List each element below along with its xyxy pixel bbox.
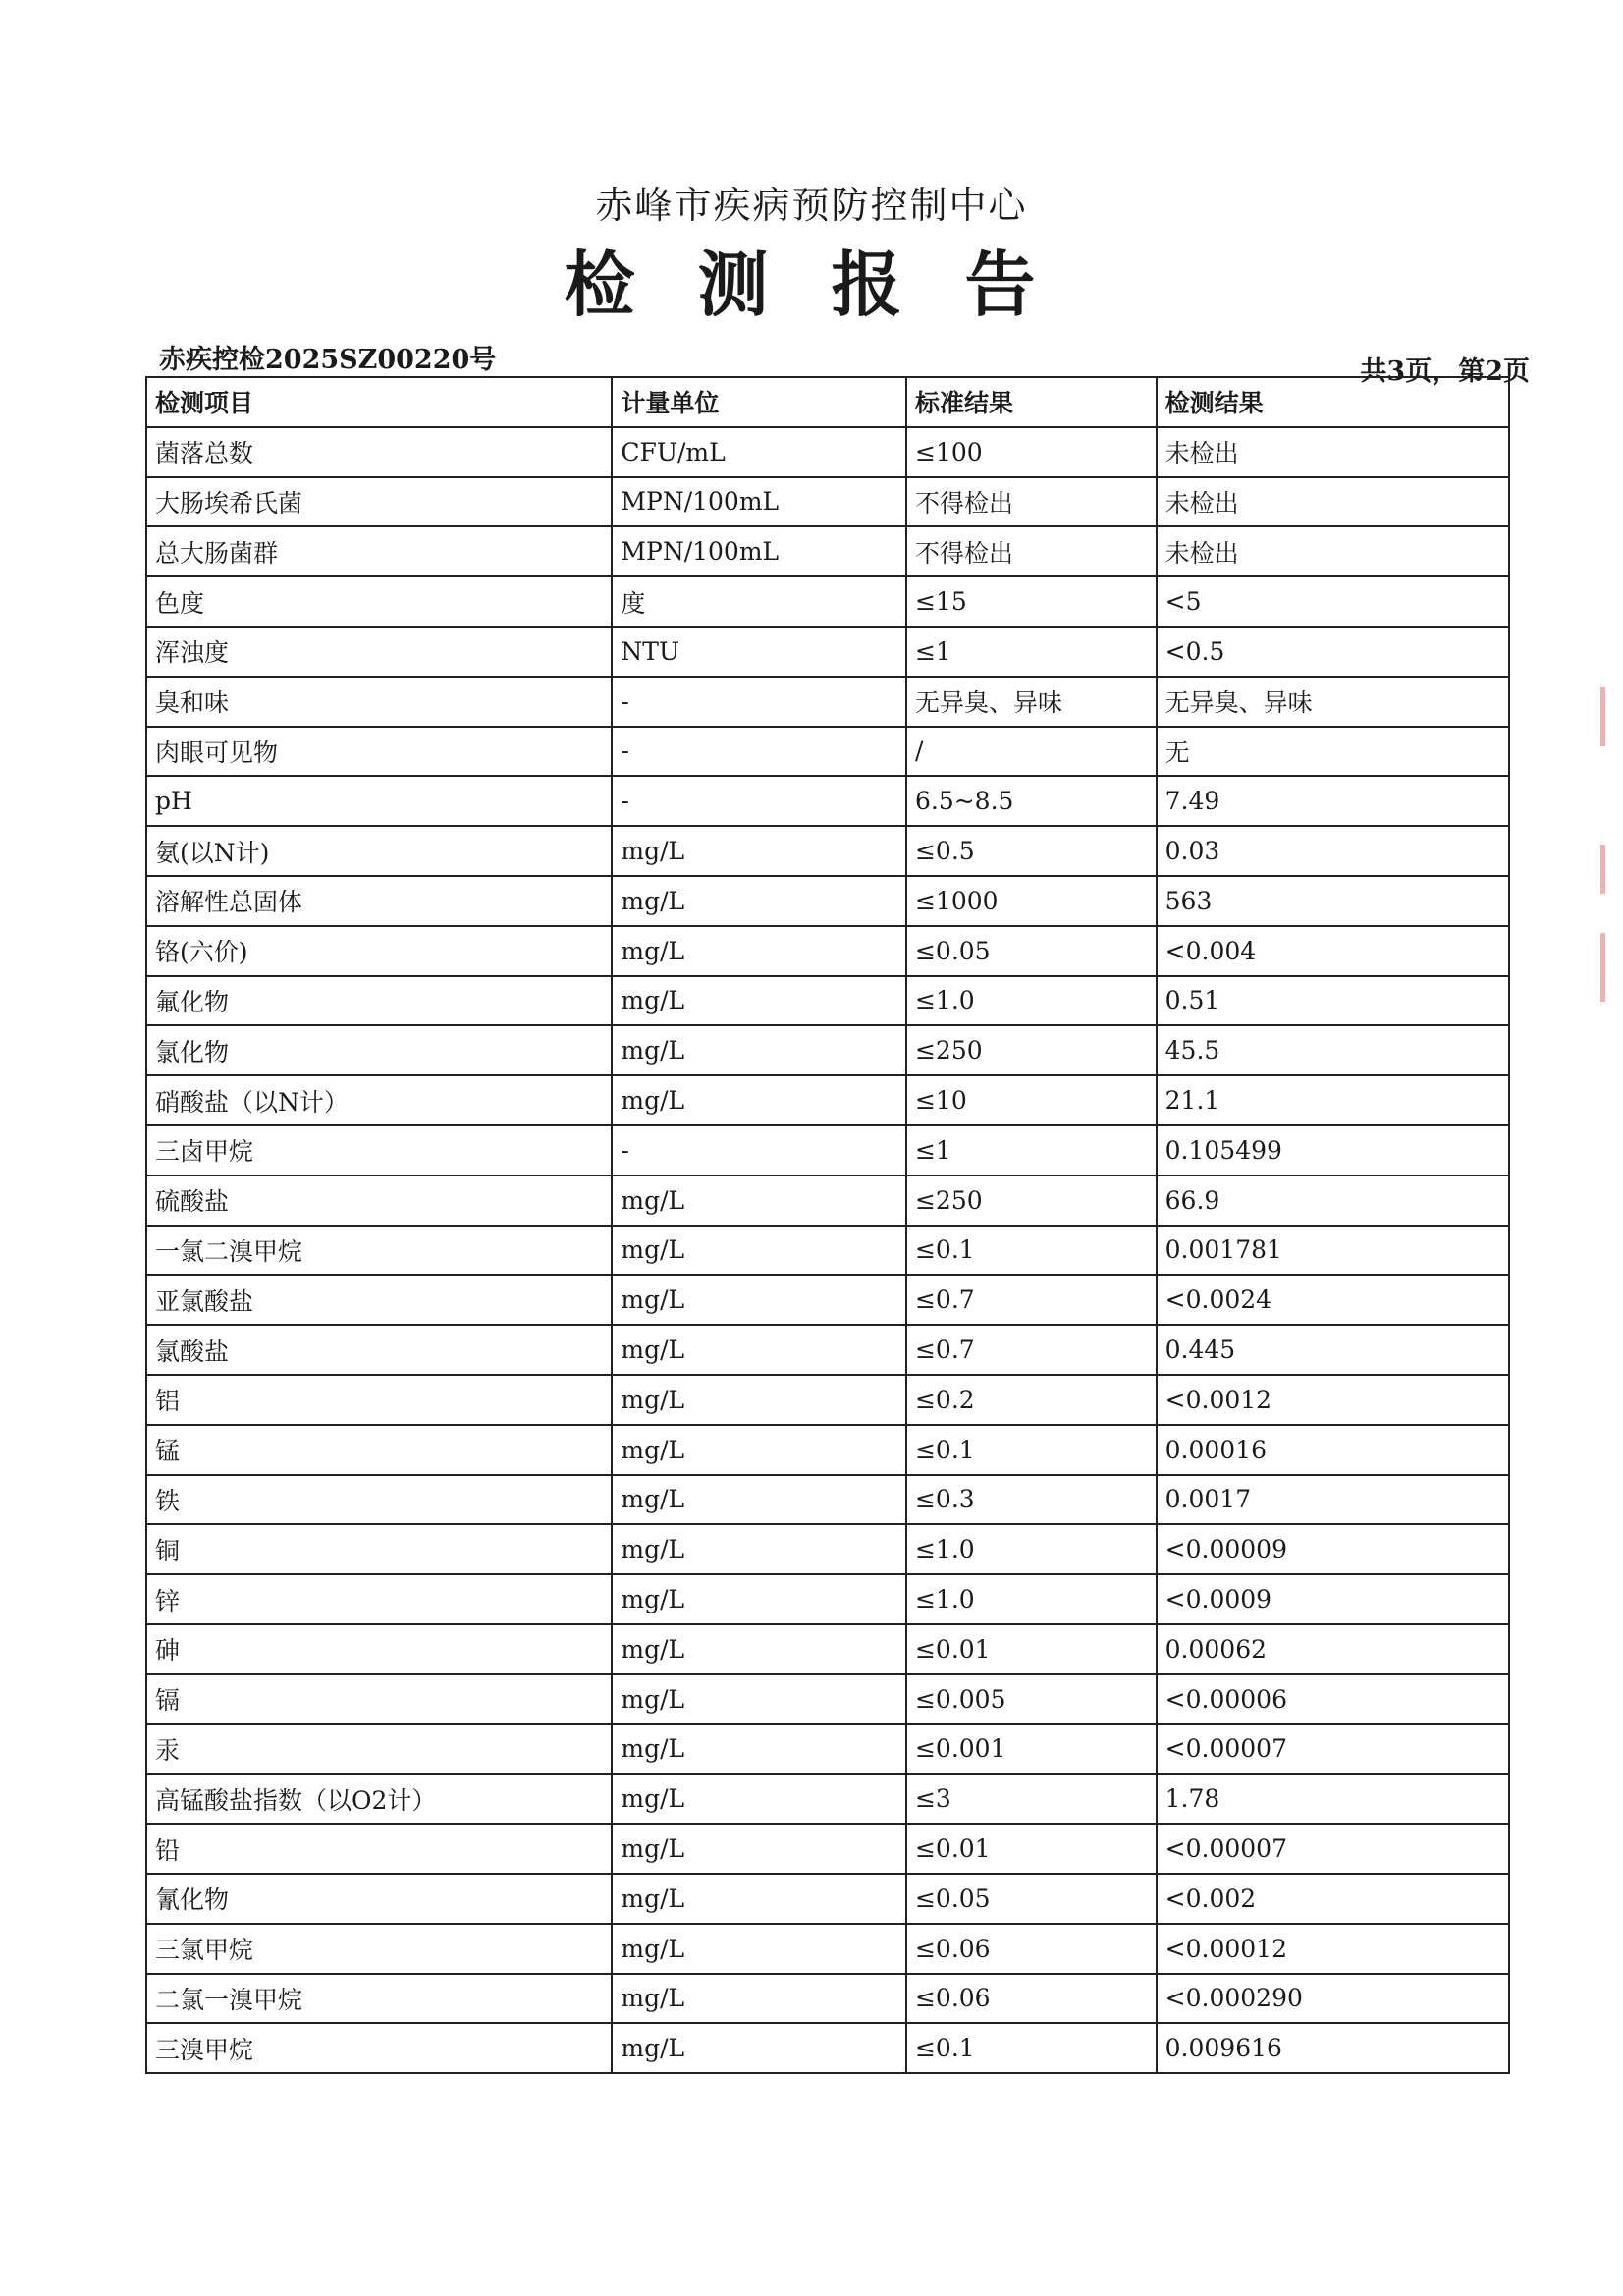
item-cell: 氯酸盐 — [146, 1325, 612, 1375]
standard-cell: 6.5~8.5 — [906, 776, 1157, 826]
item-cell: 铝 — [146, 1375, 612, 1425]
result-cell: 563 — [1157, 876, 1509, 926]
table-row — [146, 727, 1509, 777]
table-row — [146, 1724, 1509, 1775]
standard-cell: ≤0.05 — [906, 926, 1157, 976]
results-table — [145, 376, 1510, 2074]
standard-cell: ≤15 — [906, 576, 1157, 627]
result-cell: 0.00062 — [1157, 1624, 1509, 1674]
unit-cell: 度 — [612, 576, 906, 627]
standard-cell: ≤0.06 — [906, 1974, 1157, 2024]
table-row — [146, 526, 1509, 576]
table-row — [146, 2023, 1509, 2073]
standard-cell: ≤250 — [906, 1025, 1157, 1075]
standard-cell: ≤0.1 — [906, 1425, 1157, 1475]
result-cell: 0.105499 — [1157, 1125, 1509, 1175]
table-row — [146, 576, 1509, 627]
unit-cell: mg/L — [612, 1924, 906, 1974]
organization-name: 赤峰市疾病预防控制中心 — [595, 184, 1028, 227]
unit-cell: mg/L — [612, 1774, 906, 1824]
item-cell: 亚氯酸盐 — [146, 1275, 612, 1325]
unit-cell: mg/L — [612, 1674, 906, 1724]
table-row — [146, 677, 1509, 727]
result-cell: <5 — [1157, 576, 1509, 627]
result-cell: 0.001781 — [1157, 1226, 1509, 1276]
table-row — [146, 1574, 1509, 1624]
unit-cell: CFU/mL — [612, 427, 906, 477]
table-row — [146, 1974, 1509, 2024]
item-cell: 三氯甲烷 — [146, 1924, 612, 1974]
result-cell: <0.0012 — [1157, 1375, 1509, 1425]
standard-cell: ≤0.06 — [906, 1924, 1157, 1974]
result-cell: <0.0024 — [1157, 1275, 1509, 1325]
table-row — [146, 1774, 1509, 1824]
item-cell: 锰 — [146, 1425, 612, 1475]
unit-cell: mg/L — [612, 1226, 906, 1276]
standard-cell: ≤3 — [906, 1774, 1157, 1824]
standard-cell: ≤1000 — [906, 876, 1157, 926]
item-cell: 三卤甲烷 — [146, 1125, 612, 1175]
standard-cell: ≤0.05 — [906, 1874, 1157, 1924]
standard-cell: ≤100 — [906, 427, 1157, 477]
result-cell: <0.00007 — [1157, 1824, 1509, 1874]
standard-cell: ≤0.2 — [906, 1375, 1157, 1425]
standard-cell: ≤0.7 — [906, 1325, 1157, 1375]
table-row — [146, 976, 1509, 1026]
seal-edge-mark — [1600, 845, 1605, 894]
standard-cell: ≤0.7 — [906, 1275, 1157, 1325]
standard-cell: 不得检出 — [906, 477, 1157, 527]
result-cell: 21.1 — [1157, 1075, 1509, 1125]
result-cell: <0.00007 — [1157, 1724, 1509, 1775]
standard-cell: ≤0.5 — [906, 826, 1157, 876]
item-cell: 砷 — [146, 1624, 612, 1674]
unit-cell: mg/L — [612, 1874, 906, 1924]
result-cell: 无异臭、异味 — [1157, 677, 1509, 727]
result-cell: 未检出 — [1157, 427, 1509, 477]
item-cell: 铅 — [146, 1824, 612, 1874]
standard-cell: ≤0.1 — [906, 2023, 1157, 2073]
table-row — [146, 1275, 1509, 1325]
unit-cell: mg/L — [612, 1824, 906, 1874]
result-cell: 0.0017 — [1157, 1475, 1509, 1525]
unit-cell: MPN/100mL — [612, 477, 906, 527]
unit-cell: - — [612, 1125, 906, 1175]
unit-cell: mg/L — [612, 1624, 906, 1674]
result-cell: <0.00006 — [1157, 1674, 1509, 1724]
standard-cell: ≤0.005 — [906, 1674, 1157, 1724]
table-row — [146, 1125, 1509, 1175]
result-cell: <0.5 — [1157, 627, 1509, 677]
result-cell: 66.9 — [1157, 1175, 1509, 1226]
unit-cell: mg/L — [612, 926, 906, 976]
column-header-item: 检测项目 — [146, 377, 612, 427]
item-cell: 三溴甲烷 — [146, 2023, 612, 2073]
table-row — [146, 1025, 1509, 1075]
table-row — [146, 826, 1509, 876]
unit-cell: mg/L — [612, 1025, 906, 1075]
unit-cell: mg/L — [612, 1425, 906, 1475]
result-cell: <0.00012 — [1157, 1924, 1509, 1974]
column-header-unit: 计量单位 — [612, 377, 906, 427]
result-cell: <0.00009 — [1157, 1524, 1509, 1574]
table-row — [146, 1226, 1509, 1276]
item-cell: 铁 — [146, 1475, 612, 1525]
item-cell: 肉眼可见物 — [146, 727, 612, 777]
result-cell: <0.0009 — [1157, 1574, 1509, 1624]
unit-cell: mg/L — [612, 1974, 906, 2024]
unit-cell: mg/L — [612, 1574, 906, 1624]
item-cell: 铬(六价) — [146, 926, 612, 976]
item-cell: 铜 — [146, 1524, 612, 1574]
unit-cell: mg/L — [612, 1325, 906, 1375]
table-row — [146, 1425, 1509, 1475]
item-cell: pH — [146, 776, 612, 826]
page-indicator: 共3页，第2页 — [1360, 356, 1530, 387]
result-cell: 0.03 — [1157, 826, 1509, 876]
table-row — [146, 926, 1509, 976]
item-cell: 硫酸盐 — [146, 1175, 612, 1226]
standard-cell: ≤0.001 — [906, 1724, 1157, 1775]
result-cell: <0.002 — [1157, 1874, 1509, 1924]
standard-cell: 不得检出 — [906, 526, 1157, 576]
unit-cell: mg/L — [612, 876, 906, 926]
seal-edge-mark — [1600, 687, 1605, 746]
unit-cell: mg/L — [612, 826, 906, 876]
result-cell: 未检出 — [1157, 526, 1509, 576]
unit-cell: mg/L — [612, 976, 906, 1026]
item-cell: 氨(以N计) — [146, 826, 612, 876]
table-header-row — [146, 377, 1509, 427]
result-cell: <0.000290 — [1157, 1974, 1509, 2024]
report-title: 检测报告 — [564, 243, 1099, 326]
item-cell: 高锰酸盐指数（以O2计） — [146, 1774, 612, 1824]
table-row — [146, 1475, 1509, 1525]
standard-cell: 无异臭、异味 — [906, 677, 1157, 727]
table-row — [146, 1824, 1509, 1874]
item-cell: 大肠埃希氏菌 — [146, 477, 612, 527]
unit-cell: mg/L — [612, 2023, 906, 2073]
table-row — [146, 1624, 1509, 1674]
item-cell: 汞 — [146, 1724, 612, 1775]
table-row — [146, 776, 1509, 826]
item-cell: 二氯一溴甲烷 — [146, 1974, 612, 2024]
item-cell: 菌落总数 — [146, 427, 612, 477]
item-cell: 溶解性总固体 — [146, 876, 612, 926]
standard-cell: ≤0.3 — [906, 1475, 1157, 1525]
result-cell: 7.49 — [1157, 776, 1509, 826]
standard-cell: ≤1.0 — [906, 976, 1157, 1026]
unit-cell: mg/L — [612, 1524, 906, 1574]
unit-cell: - — [612, 677, 906, 727]
seal-edge-mark — [1600, 933, 1605, 1002]
column-header-result: 检测结果 — [1157, 377, 1509, 427]
standard-cell: ≤1 — [906, 1125, 1157, 1175]
item-cell: 镉 — [146, 1674, 612, 1724]
standard-cell: ≤250 — [906, 1175, 1157, 1226]
item-cell: 总大肠菌群 — [146, 526, 612, 576]
table-row — [146, 627, 1509, 677]
result-cell: 0.445 — [1157, 1325, 1509, 1375]
standard-cell: ≤1 — [906, 627, 1157, 677]
result-cell: 未检出 — [1157, 477, 1509, 527]
unit-cell: MPN/100mL — [612, 526, 906, 576]
unit-cell: mg/L — [612, 1175, 906, 1226]
table-row — [146, 1075, 1509, 1125]
table-row — [146, 1175, 1509, 1226]
standard-cell: ≤1.0 — [906, 1574, 1157, 1624]
standard-cell: ≤0.01 — [906, 1624, 1157, 1674]
table-row — [146, 876, 1509, 926]
result-cell: 0.009616 — [1157, 2023, 1509, 2073]
item-cell: 硝酸盐（以N计） — [146, 1075, 612, 1125]
item-cell: 氰化物 — [146, 1874, 612, 1924]
unit-cell: mg/L — [612, 1375, 906, 1425]
item-cell: 一氯二溴甲烷 — [146, 1226, 612, 1276]
item-cell: 浑浊度 — [146, 627, 612, 677]
table-row — [146, 1375, 1509, 1425]
result-cell: 0.51 — [1157, 976, 1509, 1026]
result-cell: <0.004 — [1157, 926, 1509, 976]
unit-cell: - — [612, 776, 906, 826]
unit-cell: mg/L — [612, 1724, 906, 1775]
table-row — [146, 427, 1509, 477]
item-cell: 锌 — [146, 1574, 612, 1624]
result-cell: 无 — [1157, 727, 1509, 777]
table-row — [146, 477, 1509, 527]
table-row — [146, 1924, 1509, 1974]
standard-cell: ≤1.0 — [906, 1524, 1157, 1574]
unit-cell: - — [612, 727, 906, 777]
item-cell: 氟化物 — [146, 976, 612, 1026]
standard-cell: ≤0.1 — [906, 1226, 1157, 1276]
table-row — [146, 1325, 1509, 1375]
standard-cell: ≤10 — [906, 1075, 1157, 1125]
table-row — [146, 1524, 1509, 1574]
item-cell: 氯化物 — [146, 1025, 612, 1075]
report-number: 赤疾控检2025SZ00220号 — [159, 345, 497, 375]
standard-cell: / — [906, 727, 1157, 777]
result-cell: 45.5 — [1157, 1025, 1509, 1075]
table-row — [146, 1674, 1509, 1724]
standard-cell: ≤0.01 — [906, 1824, 1157, 1874]
result-cell: 0.00016 — [1157, 1425, 1509, 1475]
result-cell: 1.78 — [1157, 1774, 1509, 1824]
unit-cell: mg/L — [612, 1075, 906, 1125]
item-cell: 色度 — [146, 576, 612, 627]
item-cell: 臭和味 — [146, 677, 612, 727]
table-body — [146, 427, 1509, 2073]
table-row — [146, 1874, 1509, 1924]
unit-cell: mg/L — [612, 1275, 906, 1325]
column-header-standard: 标准结果 — [906, 377, 1157, 427]
unit-cell: mg/L — [612, 1475, 906, 1525]
unit-cell: NTU — [612, 627, 906, 677]
